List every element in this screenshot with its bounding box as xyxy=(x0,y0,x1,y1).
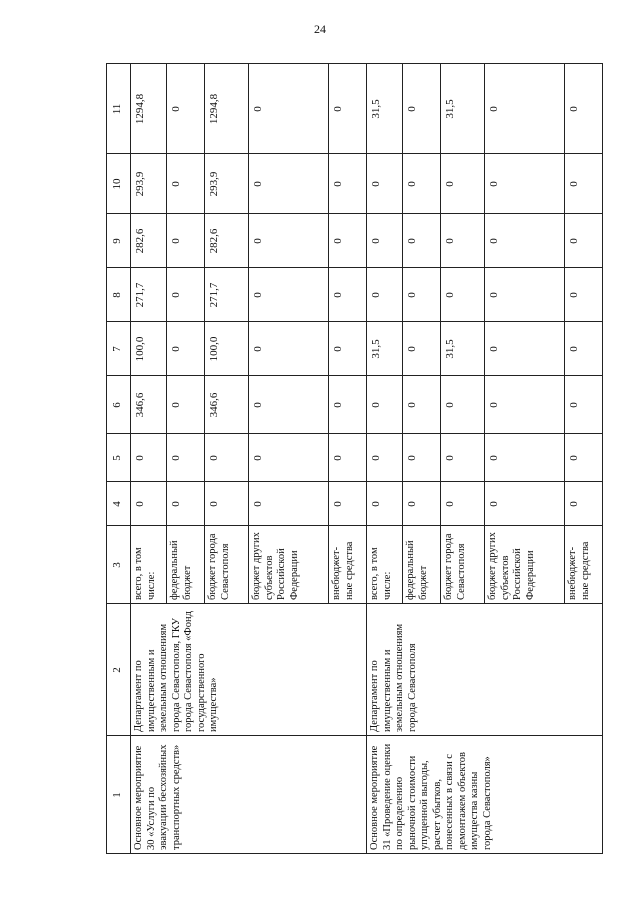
value-cell: 31,5 xyxy=(444,99,456,119)
value-cell: 346,6 xyxy=(134,392,146,418)
value-cell: 0 xyxy=(134,455,146,461)
value-cell: 0 xyxy=(208,455,220,461)
header-cell: 2 xyxy=(111,667,123,673)
value-cell: 0 xyxy=(332,238,344,244)
subrow-divider xyxy=(328,64,329,604)
value-cell: 0 xyxy=(488,402,500,408)
value-cell: 0 xyxy=(406,238,418,244)
funding-source: бюджет города Севастополя xyxy=(443,533,467,600)
header-cell: 5 xyxy=(111,455,123,461)
funding-source: федеральный бюджет xyxy=(169,540,193,600)
value-cell: 0 xyxy=(208,501,220,507)
value-cell: 0 xyxy=(444,402,456,408)
value-cell: 0 xyxy=(252,402,264,408)
subrow-divider xyxy=(440,64,441,604)
funding-source: бюджет города Севастополя xyxy=(207,533,231,600)
activity-name: Основное мероприятие 30 «Услуги по эвакуации бесхозяйных транспортных средств» xyxy=(133,744,182,850)
funding-source: бюджет других субъектов Российской Федерации xyxy=(251,532,300,600)
value-cell: 0 xyxy=(170,455,182,461)
value-cell: 0 xyxy=(252,292,264,298)
value-cell: 293,9 xyxy=(208,171,220,197)
value-cell: 0 xyxy=(370,501,382,507)
value-cell: 0 xyxy=(370,455,382,461)
value-cell: 282,6 xyxy=(134,228,146,254)
value-cell: 293,9 xyxy=(134,171,146,197)
subrow-divider xyxy=(484,64,485,604)
value-cell: 0 xyxy=(406,292,418,298)
value-cell: 0 xyxy=(444,501,456,507)
subrow-divider xyxy=(204,64,205,604)
value-cell: 0 xyxy=(406,455,418,461)
value-cell: 0 xyxy=(488,455,500,461)
value-cell: 0 xyxy=(406,402,418,408)
value-cell: 0 xyxy=(332,181,344,187)
value-cell: 0 xyxy=(406,501,418,507)
header-cell: 9 xyxy=(111,238,123,244)
value-cell: 1294,8 xyxy=(208,93,220,125)
value-cell: 0 xyxy=(406,346,418,352)
funding-source: внебюджет-ные средства xyxy=(331,541,355,600)
funding-source: всего, в том числе: xyxy=(369,547,393,600)
value-cell: 0 xyxy=(252,181,264,187)
header-cell: 3 xyxy=(111,562,123,568)
value-cell: 0 xyxy=(488,181,500,187)
value-cell: 0 xyxy=(568,181,580,187)
value-cell: 0 xyxy=(568,292,580,298)
value-cell: 0 xyxy=(332,455,344,461)
header-cell: 10 xyxy=(111,178,123,190)
subrow-divider xyxy=(402,64,403,604)
value-cell: 0 xyxy=(252,106,264,112)
value-cell: 0 xyxy=(370,238,382,244)
header-cell: 1 xyxy=(111,792,123,798)
value-cell: 282,6 xyxy=(208,228,220,254)
value-cell: 0 xyxy=(568,106,580,112)
value-cell: 0 xyxy=(488,501,500,507)
value-cell: 0 xyxy=(406,181,418,187)
header-cell: 4 xyxy=(111,501,123,507)
value-cell: 31,5 xyxy=(370,339,382,359)
department-name: Департамент по имущественным и земельным отношениям города Севастополя xyxy=(369,623,418,732)
department-name: Департамент по имущественным и земельным отношениям города Севастополя, ГКУ города Севастополя «Фонд государственного имущества» xyxy=(133,611,219,732)
value-cell: 0 xyxy=(370,292,382,298)
value-cell: 0 xyxy=(332,106,344,112)
value-cell: 0 xyxy=(332,402,344,408)
header-cell: 7 xyxy=(111,346,123,352)
value-cell: 0 xyxy=(568,346,580,352)
value-cell: 0 xyxy=(170,181,182,187)
subrow-divider xyxy=(564,64,565,604)
value-cell: 0 xyxy=(170,292,182,298)
value-cell: 0 xyxy=(568,238,580,244)
subrow-divider xyxy=(248,64,249,604)
value-cell: 0 xyxy=(444,292,456,298)
value-cell: 0 xyxy=(568,501,580,507)
header-cell: 11 xyxy=(111,103,123,115)
value-cell: 100,0 xyxy=(134,336,146,362)
budget-table xyxy=(106,64,591,854)
value-cell: 271,7 xyxy=(208,282,220,308)
value-cell: 0 xyxy=(370,181,382,187)
value-cell: 0 xyxy=(252,238,264,244)
value-cell: 0 xyxy=(488,106,500,112)
value-cell: 0 xyxy=(170,346,182,352)
value-cell: 0 xyxy=(134,501,146,507)
funding-source: федеральный бюджет xyxy=(405,540,429,600)
value-cell: 1294,8 xyxy=(134,93,146,125)
value-cell: 0 xyxy=(332,346,344,352)
value-cell: 0 xyxy=(444,181,456,187)
funding-source: внебюджет-ные средства xyxy=(567,541,591,600)
value-cell: 0 xyxy=(332,292,344,298)
funding-source: бюджет других субъектов Российской Федерации xyxy=(487,532,536,600)
value-cell: 0 xyxy=(332,501,344,507)
value-cell: 100,0 xyxy=(208,336,220,362)
value-cell: 0 xyxy=(170,106,182,112)
value-cell: 0 xyxy=(370,402,382,408)
value-cell: 0 xyxy=(252,346,264,352)
value-cell: 0 xyxy=(406,106,418,112)
value-cell: 31,5 xyxy=(370,99,382,119)
value-cell: 346,6 xyxy=(208,392,220,418)
value-cell: 0 xyxy=(252,455,264,461)
value-cell: 0 xyxy=(170,238,182,244)
funding-source: всего, в том числе: xyxy=(133,547,157,600)
value-cell: 0 xyxy=(488,238,500,244)
value-cell: 0 xyxy=(252,501,264,507)
value-cell: 0 xyxy=(568,455,580,461)
header-cell: 6 xyxy=(111,402,123,408)
value-cell: 0 xyxy=(170,501,182,507)
value-cell: 0 xyxy=(488,292,500,298)
value-cell: 31,5 xyxy=(444,339,456,359)
activity-name: Основное мероприятие 31 «Проведение оценки по определению рыночной стоимости упущенной выгоды, расчет убытков, понесенных в связи с демонтажем объектов имущества казны города Севастополя» xyxy=(369,743,493,850)
value-cell: 0 xyxy=(444,238,456,244)
subrow-divider xyxy=(166,64,167,604)
value-cell: 0 xyxy=(170,402,182,408)
value-cell: 0 xyxy=(568,402,580,408)
rotated-table xyxy=(106,64,591,854)
header-cell: 8 xyxy=(111,292,123,298)
value-cell: 0 xyxy=(488,346,500,352)
value-cell: 0 xyxy=(444,455,456,461)
value-cell: 271,7 xyxy=(134,282,146,308)
page-number: 24 xyxy=(314,22,326,36)
